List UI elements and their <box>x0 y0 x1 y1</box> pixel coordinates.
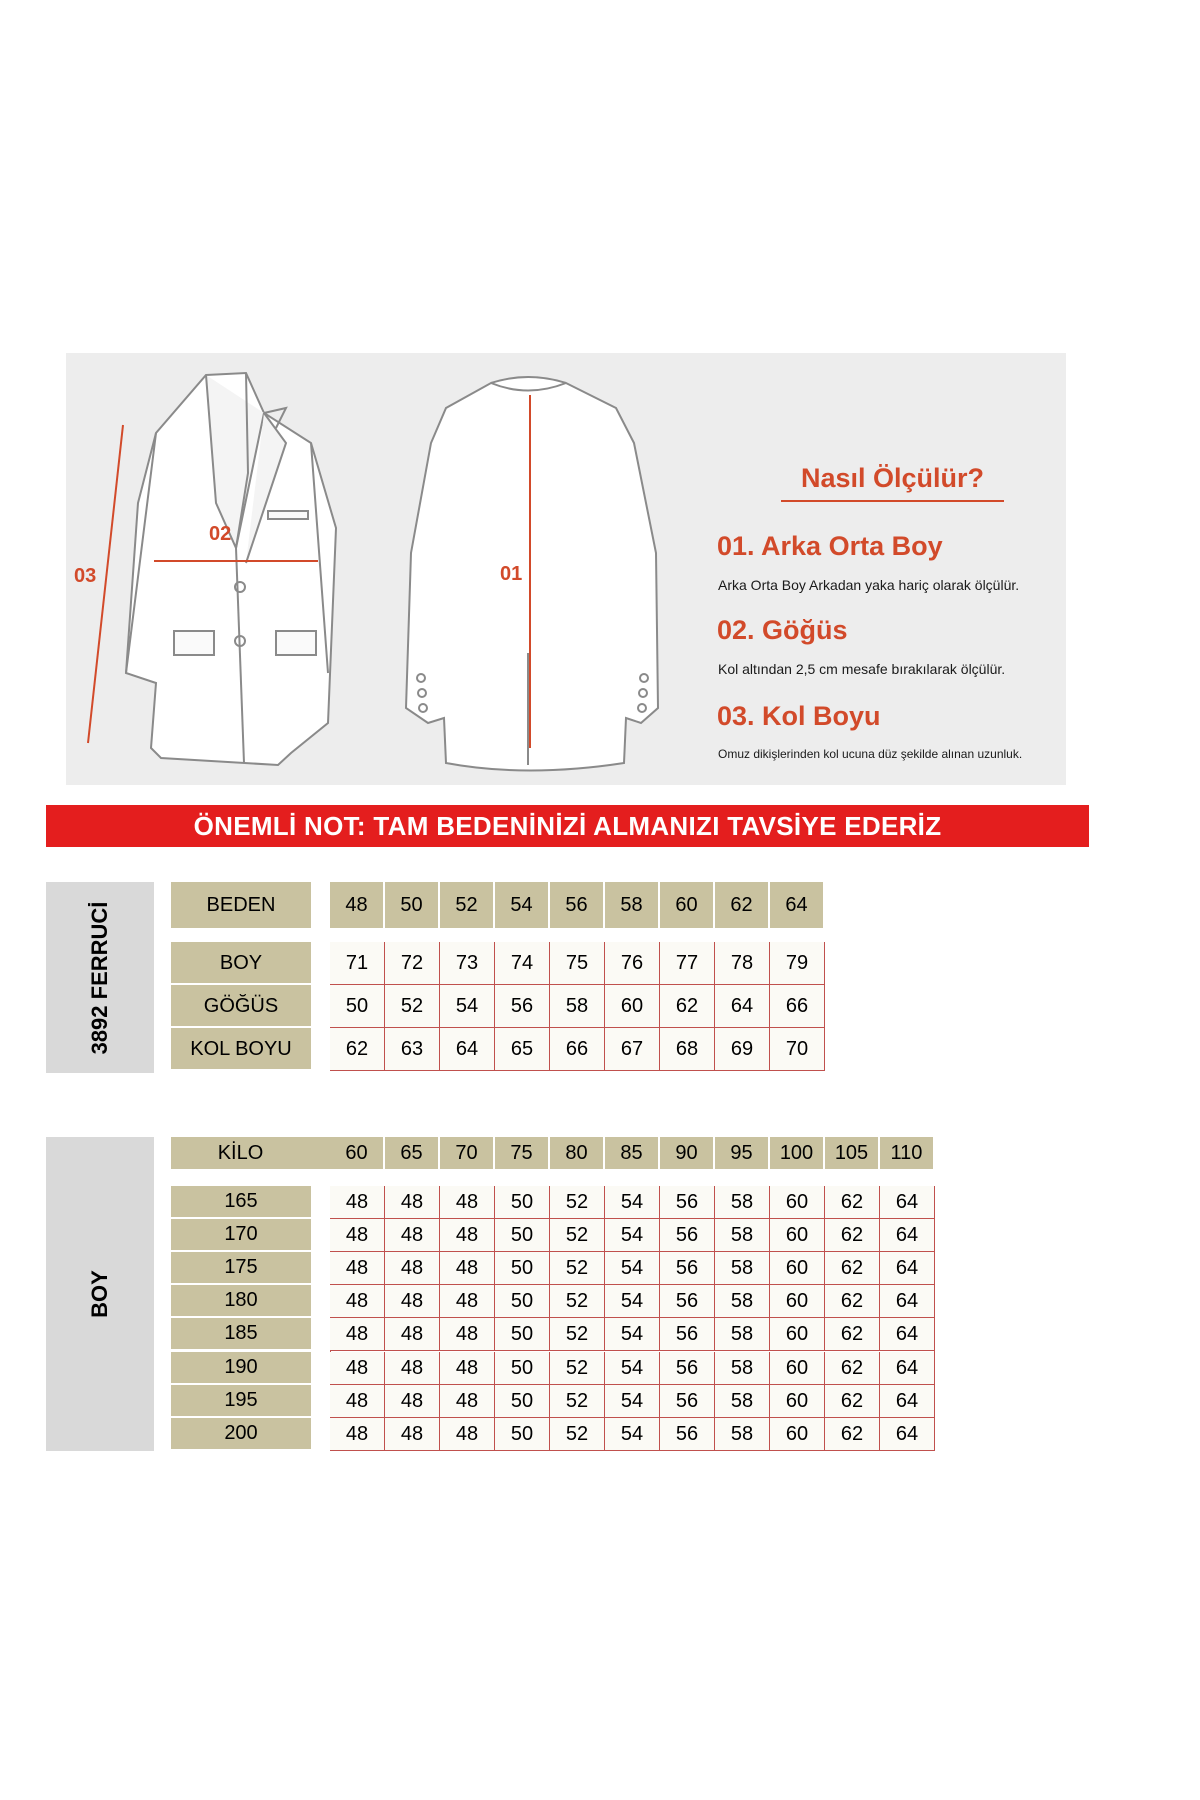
size-cell: 48 <box>440 1352 495 1385</box>
measurement-cell: 79 <box>770 942 825 985</box>
size-cell: 56 <box>660 1385 715 1418</box>
size-cell: 62 <box>825 1285 880 1318</box>
size-cell: 64 <box>880 1186 935 1219</box>
size-cell: 52 <box>550 1186 605 1219</box>
size-cell: 50 <box>495 1318 550 1351</box>
size-cell: 64 <box>880 1252 935 1285</box>
height-row-label: 180 <box>171 1285 311 1318</box>
label-02: 02 <box>209 523 232 545</box>
weight-header-cell: 100 <box>770 1137 825 1169</box>
size-cell: 48 <box>385 1285 440 1318</box>
size-cell: 60 <box>770 1418 825 1451</box>
size-cell: 48 <box>330 1186 385 1219</box>
size-cell: 60 <box>770 1318 825 1351</box>
size-cell: 62 <box>825 1418 880 1451</box>
measurement-cell: 60 <box>605 985 660 1028</box>
size-cell: 50 <box>495 1186 550 1219</box>
measurement-cell: 76 <box>605 942 660 985</box>
size-cell: 56 <box>660 1252 715 1285</box>
important-note-banner: ÖNEMLİ NOT: TAM BEDENİNİZİ ALMANIZI TAVSİYE EDERİZ <box>46 805 1089 847</box>
measurement-guide-panel <box>66 353 1066 785</box>
height-side-label <box>46 1137 154 1451</box>
size-cell: 58 <box>715 1418 770 1451</box>
size-cell: 52 <box>550 1418 605 1451</box>
kilo-header-label: KİLO <box>171 1137 330 1169</box>
jacket-illustration <box>66 353 1066 785</box>
size-cell: 50 <box>495 1418 550 1451</box>
size-cell: 48 <box>330 1418 385 1451</box>
measurement-cell: 62 <box>660 985 715 1028</box>
measurement-cell: 74 <box>495 942 550 985</box>
size-cell: 64 <box>880 1418 935 1451</box>
measurement-row-label: BOY <box>171 942 311 985</box>
size-cell: 48 <box>330 1352 385 1385</box>
measurement-cell: 70 <box>770 1028 825 1071</box>
size-cell: 48 <box>385 1252 440 1285</box>
measurement-cell: 66 <box>550 1028 605 1071</box>
size-cell: 56 <box>660 1219 715 1252</box>
size-cell: 64 <box>880 1385 935 1418</box>
size-cell: 48 <box>385 1352 440 1385</box>
measurement-cell: 64 <box>715 985 770 1028</box>
size-cell: 62 <box>825 1385 880 1418</box>
size-cell: 50 <box>495 1285 550 1318</box>
size-cell: 48 <box>330 1385 385 1418</box>
measurement-cell: 78 <box>715 942 770 985</box>
size-cell: 48 <box>440 1385 495 1418</box>
size-cell: 62 <box>825 1252 880 1285</box>
measure-1-title: 01. Arka Orta Boy <box>717 531 943 561</box>
size-cell: 52 <box>550 1219 605 1252</box>
height-row-label: 200 <box>171 1418 311 1451</box>
size-header-cell: 60 <box>660 882 715 928</box>
size-cell: 54 <box>605 1385 660 1418</box>
measure-2-desc: Kol altından 2,5 cm mesafe bırakılarak ölçülür. <box>718 661 1006 677</box>
size-header-cell: 54 <box>495 882 550 928</box>
weight-header-cell: 80 <box>550 1137 605 1169</box>
label-03: 03 <box>74 565 97 587</box>
size-cell: 48 <box>440 1285 495 1318</box>
size-cell: 60 <box>770 1285 825 1318</box>
size-cell: 50 <box>495 1219 550 1252</box>
height-row-label: 170 <box>171 1219 311 1252</box>
size-cell: 48 <box>385 1318 440 1351</box>
size-cell: 58 <box>715 1285 770 1318</box>
measure-2-title: 02. Göğüs <box>717 615 848 645</box>
size-cell: 48 <box>330 1318 385 1351</box>
size-cell: 56 <box>660 1418 715 1451</box>
size-cell: 58 <box>715 1186 770 1219</box>
size-cell: 48 <box>330 1285 385 1318</box>
size-cell: 52 <box>550 1352 605 1385</box>
measurement-cell: 56 <box>495 985 550 1028</box>
size-cell: 58 <box>715 1352 770 1385</box>
size-cell: 60 <box>770 1219 825 1252</box>
measurement-cell: 72 <box>385 942 440 985</box>
size-cell: 52 <box>550 1252 605 1285</box>
size-cell: 64 <box>880 1352 935 1385</box>
size-cell: 48 <box>385 1186 440 1219</box>
height-row-label: 175 <box>171 1252 311 1285</box>
size-cell: 64 <box>880 1285 935 1318</box>
size-cell: 52 <box>550 1318 605 1351</box>
size-cell: 48 <box>385 1418 440 1451</box>
size-header-cell: 58 <box>605 882 660 928</box>
size-cell: 48 <box>330 1219 385 1252</box>
size-header-cell: 62 <box>715 882 770 928</box>
measurement-cell: 75 <box>550 942 605 985</box>
size-cell: 48 <box>440 1219 495 1252</box>
measure-1-desc: Arka Orta Boy Arkadan yaka hariç olarak ölçülür. <box>718 577 1020 593</box>
size-cell: 50 <box>495 1385 550 1418</box>
size-cell: 50 <box>495 1352 550 1385</box>
size-cell: 62 <box>825 1352 880 1385</box>
how-to-measure-title: Nasıl Ölçülür? <box>801 463 985 493</box>
measurement-cell: 62 <box>330 1028 385 1071</box>
size-cell: 52 <box>550 1285 605 1318</box>
size-cell: 54 <box>605 1285 660 1318</box>
size-header-cell: 56 <box>550 882 605 928</box>
weight-header-cell: 105 <box>825 1137 880 1169</box>
size-cell: 56 <box>660 1352 715 1385</box>
size-cell: 60 <box>770 1352 825 1385</box>
size-cell: 48 <box>440 1418 495 1451</box>
size-cell: 56 <box>660 1186 715 1219</box>
size-cell: 48 <box>330 1252 385 1285</box>
size-cell: 60 <box>770 1385 825 1418</box>
size-cell: 64 <box>880 1219 935 1252</box>
size-header-cell: 48 <box>330 882 385 928</box>
size-header-cell: 52 <box>440 882 495 928</box>
size-cell: 54 <box>605 1352 660 1385</box>
measurement-cell: 52 <box>385 985 440 1028</box>
measurement-cell: 54 <box>440 985 495 1028</box>
measurement-cell: 58 <box>550 985 605 1028</box>
size-cell: 62 <box>825 1219 880 1252</box>
front-jacket-drawing <box>126 373 336 765</box>
size-cell: 64 <box>880 1318 935 1351</box>
measurement-cell: 77 <box>660 942 715 985</box>
height-row-label: 190 <box>171 1352 311 1385</box>
size-cell: 54 <box>605 1186 660 1219</box>
height-row-label: 195 <box>171 1385 311 1418</box>
measurement-cell: 73 <box>440 942 495 985</box>
size-cell: 54 <box>605 1318 660 1351</box>
measurement-cell: 65 <box>495 1028 550 1071</box>
measurement-cell: 67 <box>605 1028 660 1071</box>
size-cell: 48 <box>440 1252 495 1285</box>
size-cell: 60 <box>770 1186 825 1219</box>
size-cell: 60 <box>770 1252 825 1285</box>
measure-3-title: 03. Kol Boyu <box>717 701 881 731</box>
weight-header-cell: 70 <box>440 1137 495 1169</box>
size-header-cell: 50 <box>385 882 440 928</box>
weight-header-cell: 60 <box>330 1137 385 1169</box>
size-cell: 54 <box>605 1219 660 1252</box>
size-cell: 48 <box>440 1186 495 1219</box>
weight-header-cell: 95 <box>715 1137 770 1169</box>
back-jacket-drawing <box>406 377 658 771</box>
size-cell: 54 <box>605 1418 660 1451</box>
size-cell: 54 <box>605 1252 660 1285</box>
weight-header-cell: 90 <box>660 1137 715 1169</box>
measurement-cell: 64 <box>440 1028 495 1071</box>
size-cell: 48 <box>385 1219 440 1252</box>
size-cell: 62 <box>825 1186 880 1219</box>
size-cell: 56 <box>660 1318 715 1351</box>
model-name: 3892 FERRUCİ <box>87 901 112 1054</box>
label-01: 01 <box>500 563 523 585</box>
measure-3-desc: Omuz dikişlerinden kol ucuna düz şekilde alınan uzunluk. <box>718 747 1023 761</box>
size-cell: 58 <box>715 1318 770 1351</box>
size-cell: 48 <box>440 1318 495 1351</box>
measurement-row-label: KOL BOYU <box>171 1028 311 1071</box>
size-cell: 56 <box>660 1285 715 1318</box>
measurement-cell: 66 <box>770 985 825 1028</box>
measurement-row-label: GÖĞÜS <box>171 985 311 1028</box>
measurement-cell: 68 <box>660 1028 715 1071</box>
size-cell: 50 <box>495 1252 550 1285</box>
height-row-label: 185 <box>171 1318 311 1351</box>
size-cell: 58 <box>715 1219 770 1252</box>
weight-header-cell: 110 <box>880 1137 935 1169</box>
size-cell: 48 <box>385 1385 440 1418</box>
height-row-label: 165 <box>171 1186 311 1219</box>
model-side-label <box>46 882 154 1073</box>
measurement-cell: 63 <box>385 1028 440 1071</box>
beden-header-label: BEDEN <box>171 882 311 928</box>
size-header-cell: 64 <box>770 882 825 928</box>
weight-header-cell: 75 <box>495 1137 550 1169</box>
size-cell: 58 <box>715 1385 770 1418</box>
measurement-cell: 69 <box>715 1028 770 1071</box>
weight-header-cell: 85 <box>605 1137 660 1169</box>
measurement-cell: 50 <box>330 985 385 1028</box>
size-cell: 58 <box>715 1252 770 1285</box>
size-cell: 52 <box>550 1385 605 1418</box>
measurement-cell: 71 <box>330 942 385 985</box>
size-cell: 62 <box>825 1318 880 1351</box>
weight-header-cell: 65 <box>385 1137 440 1169</box>
title-underline <box>781 500 1004 502</box>
height-axis-label: BOY <box>87 1270 112 1318</box>
